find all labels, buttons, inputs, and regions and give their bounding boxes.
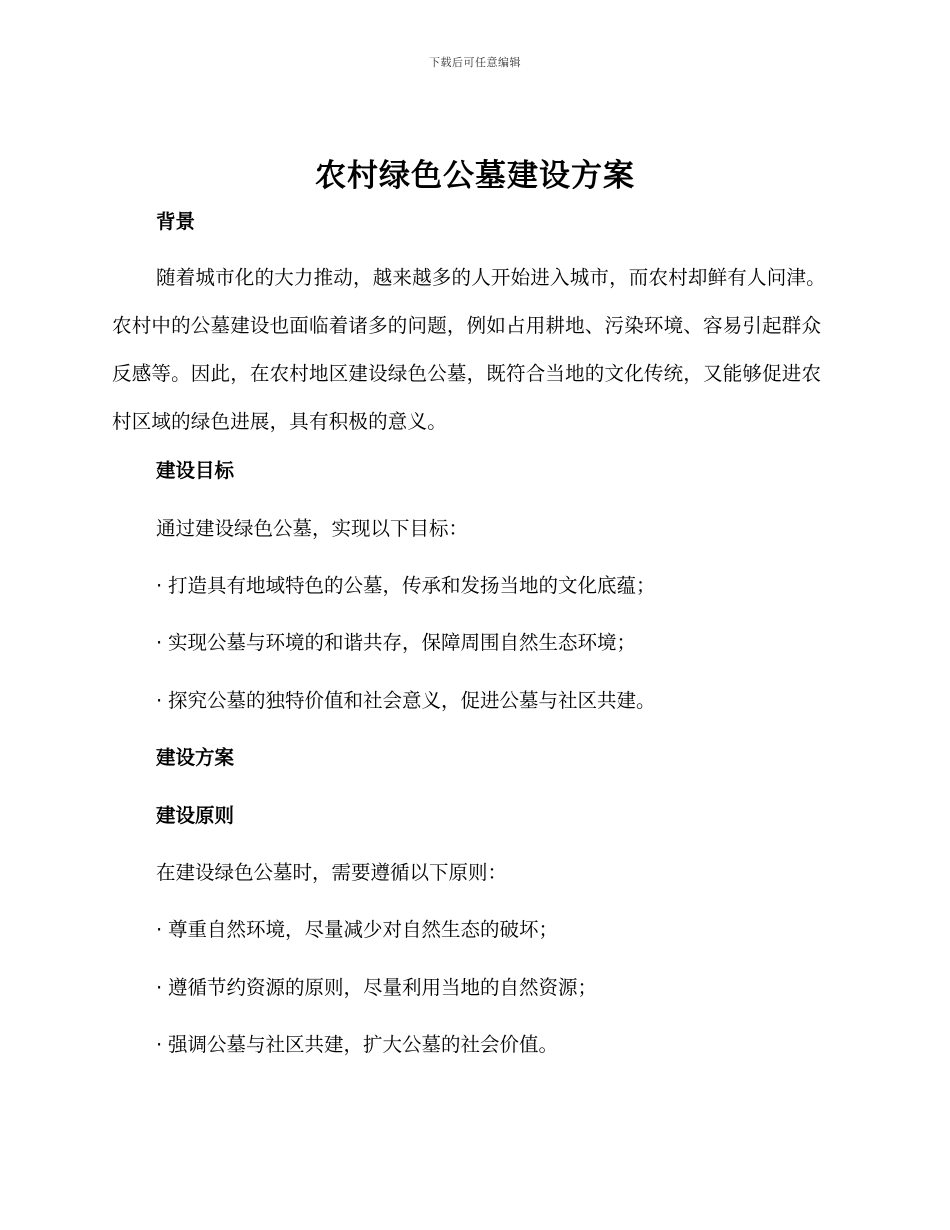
list-item-text: 打造具有地域特色的公墓，传承和发扬当地的文化底蕴； (168, 574, 656, 597)
section-heading-principles: 建设原则 (156, 804, 235, 827)
goals-intro: 通过建设绿色公墓，实现以下目标： (156, 517, 469, 540)
header-note: 下载后可任意编辑 (429, 56, 521, 69)
list-item-text: 尊重自然环境，尽量减少对自然生态的破坏； (168, 918, 559, 941)
section-heading-plan: 建设方案 (156, 746, 235, 769)
list-item (156, 628, 636, 657)
list-item-text: 探究公墓的独特价值和社会意义，促进公墓与社区共建。 (168, 689, 656, 712)
list-item (156, 915, 558, 944)
principles-intro: 在建设绿色公墓时，需要遵循以下原则： (156, 861, 508, 884)
section-heading-background: 背景 (156, 210, 196, 233)
list-item-text: 遵循节约资源的原则，尽量利用当地的自然资源； (168, 976, 598, 999)
list-item-text: 强调公墓与社区共建，扩大公墓的社会价值。 (168, 1033, 559, 1056)
list-item-text: 实现公墓与环境的和谐共存，保障周围自然生态环境； (168, 631, 637, 654)
bullet-icon: · (156, 1033, 163, 1056)
bullet-icon: · (156, 918, 163, 941)
bullet-icon: · (156, 631, 163, 654)
list-item (156, 1030, 558, 1059)
list-item (156, 571, 656, 600)
document-title: 农村绿色公墓建设方案 (315, 158, 635, 194)
bullet-icon: · (156, 976, 163, 999)
background-paragraph: 随着城市化的大力推动，越来越多的人开始进入城市，而农村却鲜有人问津。农村中的公墓建设也面临着诸多的问题，例如占用耕地、污染环境、容易引起群众反感等。因此，在农村地区建设绿色公墓，既符合当地的文化传统，又能够促进农村区域的绿色进展，具有积极的意义。 (112, 266, 826, 433)
list-item (156, 973, 597, 1002)
bullet-icon: · (156, 689, 163, 712)
bullet-icon: · (156, 574, 163, 597)
section-heading-goals: 建设目标 (156, 459, 235, 482)
list-item (156, 686, 656, 715)
